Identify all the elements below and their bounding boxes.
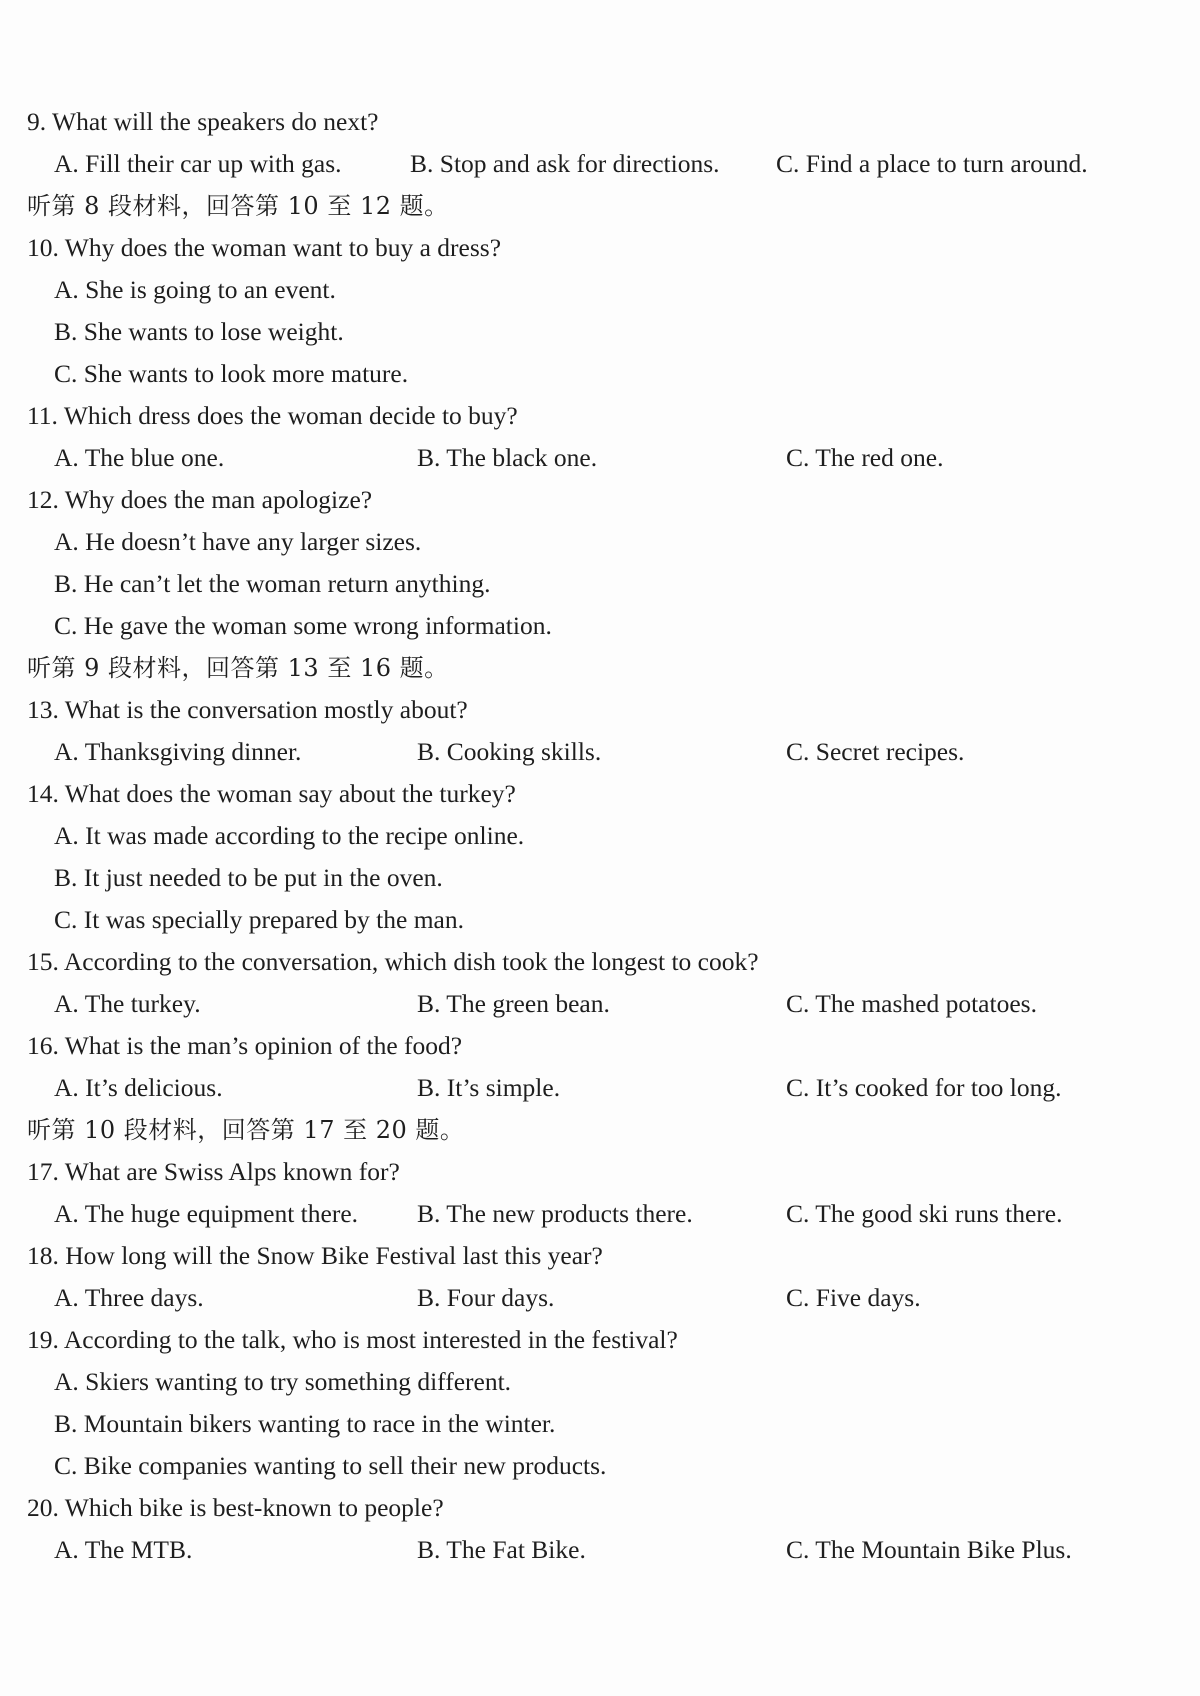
question-18-options (27, 1277, 1160, 1319)
option-a: A. Three days. (54, 1283, 204, 1312)
option-b: B. Stop and ask for directions. (410, 149, 720, 178)
option-c: C. She wants to look more mature. (54, 359, 409, 388)
option-a: A. He doesn’t have any larger sizes. (54, 527, 422, 556)
option-c: C. Bike companies wanting to sell their new products. (54, 1451, 607, 1480)
option-c: C. The mashed potatoes. (786, 989, 1037, 1018)
question-17: 17. What are Swiss Alps known for? (27, 1157, 400, 1186)
option-a: A. Fill their car up with gas. (54, 149, 342, 178)
option-b: B. It’s simple. (417, 1073, 561, 1102)
question-20-options (27, 1529, 1160, 1571)
option-a: A. Skiers wanting to try something different. (54, 1367, 512, 1396)
section-heading-9: 听第 9 段材料，回答第 13 至 16 题。 (27, 654, 449, 682)
option-c: C. Find a place to turn around. (776, 149, 1088, 178)
option-b: B. He can’t let the woman return anything. (54, 569, 491, 598)
question-11: 11. Which dress does the woman decide to buy? (27, 401, 518, 430)
option-a: A. The MTB. (54, 1535, 193, 1564)
option-c: C. It was specially prepared by the man. (54, 905, 464, 934)
option-b: B. Four days. (417, 1283, 555, 1312)
option-a: A. It was made according to the recipe online. (54, 821, 525, 850)
option-c: C. The good ski runs there. (786, 1199, 1063, 1228)
question-12: 12. Why does the man apologize? (27, 485, 373, 514)
option-c: C. He gave the woman some wrong information. (54, 611, 552, 640)
option-c: C. The red one. (786, 443, 944, 472)
option-a: A. Thanksgiving dinner. (54, 737, 302, 766)
question-18: 18. How long will the Snow Bike Festival last this year? (27, 1241, 603, 1270)
option-b: B. Cooking skills. (417, 737, 602, 766)
question-9-options (27, 143, 1160, 185)
question-16: 16. What is the man’s opinion of the food? (27, 1031, 463, 1060)
option-a: A. It’s delicious. (54, 1073, 223, 1102)
option-a: A. The blue one. (54, 443, 225, 472)
question-11-options (27, 437, 1160, 479)
option-c: C. The Mountain Bike Plus. (786, 1535, 1072, 1564)
option-b: B. Mountain bikers wanting to race in the winter. (54, 1409, 556, 1438)
question-20: 20. Which bike is best-known to people? (27, 1493, 444, 1522)
question-14: 14. What does the woman say about the turkey? (27, 779, 516, 808)
question-13-options (27, 731, 1160, 773)
question-19: 19. According to the talk, who is most interested in the festival? (27, 1325, 678, 1354)
option-a: A. The turkey. (54, 989, 201, 1018)
option-b: B. It just needed to be put in the oven. (54, 863, 443, 892)
option-a: A. The huge equipment there. (54, 1199, 359, 1228)
question-13: 13. What is the conversation mostly about? (27, 695, 468, 724)
question-15: 15. According to the conversation, which dish took the longest to cook? (27, 947, 759, 976)
option-a: A. She is going to an event. (54, 275, 336, 304)
option-b: B. The new products there. (417, 1199, 693, 1228)
option-b: B. The Fat Bike. (417, 1535, 586, 1564)
option-b: B. She wants to lose weight. (54, 317, 344, 346)
section-heading-10: 听第 10 段材料，回答第 17 至 20 题。 (27, 1116, 465, 1144)
question-17-options (27, 1193, 1160, 1235)
section-heading-8: 听第 8 段材料，回答第 10 至 12 题。 (27, 192, 449, 220)
option-b: B. The green bean. (417, 989, 610, 1018)
option-c: C. Secret recipes. (786, 737, 965, 766)
question-16-options (27, 1067, 1160, 1109)
option-b: B. The black one. (417, 443, 598, 472)
option-c: C. Five days. (786, 1283, 921, 1312)
question-9: 9. What will the speakers do next? (27, 107, 379, 136)
question-10: 10. Why does the woman want to buy a dress? (27, 233, 502, 262)
question-15-options (27, 983, 1160, 1025)
option-c: C. It’s cooked for too long. (786, 1073, 1062, 1102)
